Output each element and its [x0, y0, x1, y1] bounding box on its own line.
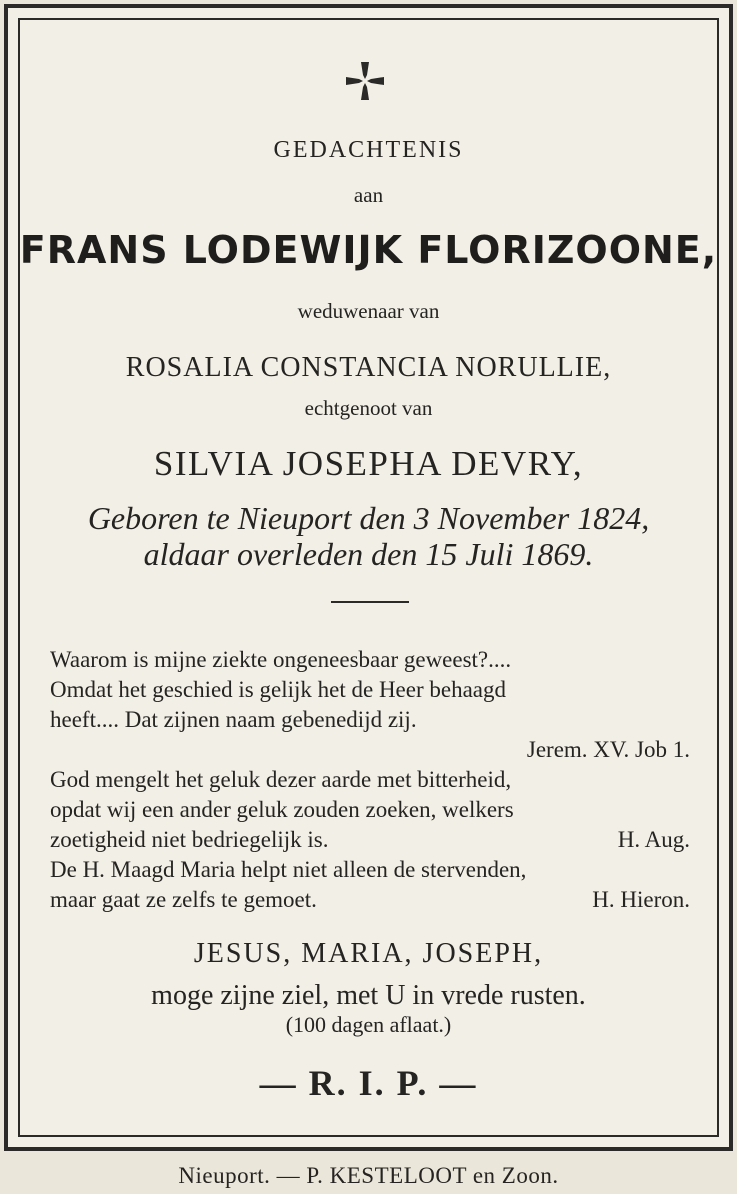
indulgence-line: (100 dagen aflaat.) — [285, 1012, 452, 1037]
spouse-text: echtgenoot van — [304, 396, 433, 420]
quote-source: H. Hieron. — [592, 887, 690, 912]
quote-line — [50, 885, 690, 915]
quote-augustine — [50, 765, 690, 855]
quote-hieronymus — [50, 855, 690, 915]
quote-text: zoetigheid niet bedriegelijk is. — [50, 827, 329, 852]
second-wife-name: SILVIA JOSEPHA DEVRY, — [153, 444, 584, 483]
card-heading: GEDACHTENIS — [273, 137, 464, 163]
quote-text: Omdat het geschied is gelijk het de Heer behaagd — [50, 677, 507, 702]
divider-rule — [331, 601, 409, 603]
aan-text: aan — [353, 183, 384, 207]
quote-source: H. Aug. — [617, 827, 690, 852]
quote-line — [50, 825, 690, 855]
quote-line — [50, 795, 690, 825]
prayer-line: moge zijne ziel, met U in vrede rusten. — [151, 980, 586, 1011]
death-line: aldaar overleden den 15 Juli 1869. — [143, 536, 594, 572]
quote-line — [50, 645, 690, 675]
widower-text: weduwenaar van — [297, 299, 440, 323]
quote-job — [50, 645, 690, 765]
quote-line — [50, 705, 690, 735]
jmj-invocation: JESUS, MARIA, JOSEPH, — [193, 938, 544, 969]
first-wife-name: ROSALIA CONSTANCIA NORULLIE, — [125, 352, 612, 383]
quote-source: Jerem. XV. Job 1. — [526, 737, 690, 762]
birth-line: Geboren te Nieuport den 3 November 1824, — [87, 500, 650, 536]
deceased-name: FRANS LODEWIJK FLORIZOONE, — [19, 228, 718, 272]
quote-line — [50, 855, 690, 885]
quote-line — [50, 765, 690, 795]
quote-text: heeft.... Dat zijnen naam gebenedijd zij. — [50, 707, 417, 732]
memorial-card — [4, 4, 733, 1151]
quote-line — [50, 675, 690, 705]
cross-icon — [344, 60, 386, 102]
quote-text: maar gaat ze zelfs te gemoet. — [50, 887, 317, 912]
quote-text: opdat wij een ander geluk zouden zoeken, welkers — [50, 797, 514, 822]
printer-imprint: Nieuport. — P. KESTELOOT en Zoon. — [178, 1163, 559, 1188]
quote-text: Waarom is mijne ziekte ongeneesbaar geweest?.... — [50, 647, 512, 672]
quote-text: God mengelt het geluk dezer aarde met bitterheid, — [50, 767, 512, 792]
rip-line: — R. I. P. — — [259, 1063, 478, 1103]
quote-text: De H. Maagd Maria helpt niet alleen de stervenden, — [50, 857, 527, 882]
